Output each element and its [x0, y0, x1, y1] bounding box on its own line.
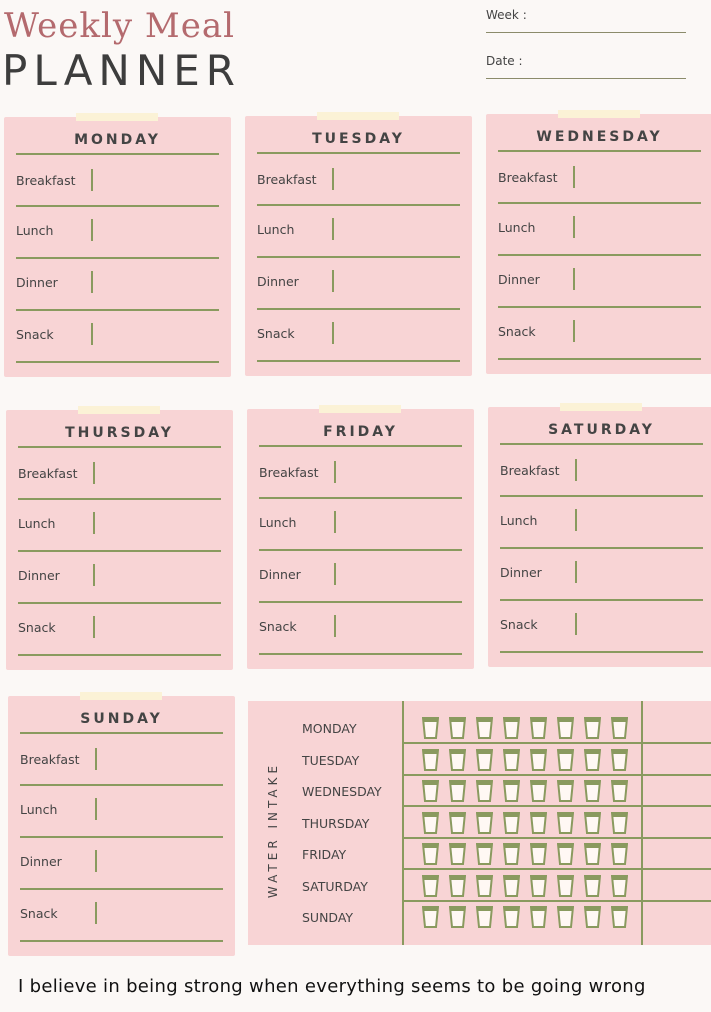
rule-line — [259, 445, 462, 447]
water-glass-icon[interactable] — [476, 717, 493, 739]
meal-entry-lunch[interactable] — [575, 509, 577, 531]
water-row — [286, 713, 711, 744]
meal-label-dinner: Dinner — [259, 567, 301, 582]
meal-label-snack: Snack — [498, 324, 536, 339]
day-card-tuesday — [245, 116, 472, 376]
water-cups — [422, 749, 628, 771]
water-glass-icon[interactable] — [584, 812, 601, 834]
water-glass-icon[interactable] — [584, 843, 601, 865]
rule-line — [498, 150, 701, 152]
rule-line — [257, 152, 460, 154]
meal-entry-dinner[interactable] — [93, 564, 95, 586]
water-glass-icon[interactable] — [503, 780, 520, 802]
meal-label-lunch: Lunch — [259, 515, 297, 530]
water-glass-icon[interactable] — [476, 749, 493, 771]
meal-label-lunch: Lunch — [498, 220, 536, 235]
water-glass-icon[interactable] — [557, 875, 574, 897]
rule-line — [500, 599, 703, 601]
date-line — [486, 78, 686, 79]
water-row — [286, 871, 711, 902]
meal-entry-snack[interactable] — [93, 616, 95, 638]
water-glass-icon[interactable] — [611, 749, 628, 771]
water-intake-label-wrap — [258, 745, 288, 915]
water-glass-icon[interactable] — [503, 906, 520, 928]
water-glass-icon[interactable] — [476, 843, 493, 865]
meal-entry-dinner[interactable] — [95, 850, 97, 872]
water-glass-icon[interactable] — [449, 843, 466, 865]
water-row — [286, 776, 711, 807]
day-title: THURSDAY — [65, 425, 174, 441]
rule-line — [20, 784, 223, 786]
meal-label-lunch: Lunch — [500, 513, 538, 528]
rule-line — [16, 309, 219, 311]
water-intake-tracker — [248, 701, 711, 945]
rule-line — [500, 547, 703, 549]
meal-entry-lunch[interactable] — [334, 511, 336, 533]
water-glass-icon[interactable] — [557, 717, 574, 739]
meal-entry-breakfast[interactable] — [575, 459, 577, 481]
meal-entry-snack[interactable] — [334, 615, 336, 637]
water-day-label: SATURDAY — [302, 878, 368, 894]
date-label: Date : — [486, 54, 523, 68]
water-glass-icon[interactable] — [530, 812, 547, 834]
water-glass-icon[interactable] — [422, 906, 439, 928]
water-glass-icon[interactable] — [476, 906, 493, 928]
water-row — [286, 745, 711, 776]
water-glass-icon[interactable] — [557, 812, 574, 834]
water-glass-icon[interactable] — [449, 812, 466, 834]
meal-label-dinner: Dinner — [20, 854, 62, 869]
meal-entry-dinner[interactable] — [334, 563, 336, 585]
meal-label-dinner: Dinner — [500, 565, 542, 580]
water-glass-icon[interactable] — [611, 812, 628, 834]
water-day-label: MONDAY — [302, 721, 357, 736]
meal-label-snack: Snack — [20, 906, 58, 921]
water-glass-icon[interactable] — [422, 843, 439, 865]
water-row — [286, 902, 711, 933]
meal-label-breakfast: Breakfast — [16, 173, 76, 188]
title-script: Weekly Meal — [4, 6, 235, 46]
meal-label-dinner: Dinner — [257, 274, 299, 289]
tape-strip — [78, 406, 160, 414]
day-title: WEDNESDAY — [536, 129, 663, 145]
water-glass-icon[interactable] — [611, 717, 628, 739]
water-row — [286, 839, 711, 870]
water-glass-icon[interactable] — [449, 906, 466, 928]
water-glass-icon[interactable] — [449, 780, 466, 802]
rule-line — [20, 888, 223, 890]
water-cups — [422, 812, 628, 834]
water-cups — [422, 717, 628, 739]
meal-label-lunch: Lunch — [20, 802, 58, 817]
rule-line — [500, 443, 703, 445]
rule-line — [498, 358, 701, 360]
meal-entry-lunch[interactable] — [573, 216, 575, 238]
meal-entry-snack[interactable] — [575, 613, 577, 635]
water-glass-icon[interactable] — [557, 780, 574, 802]
meal-entry-breakfast[interactable] — [573, 166, 575, 188]
water-glass-icon[interactable] — [557, 906, 574, 928]
water-row — [286, 808, 711, 839]
water-glass-icon[interactable] — [530, 875, 547, 897]
week-label: Week : — [486, 8, 527, 22]
week-line — [486, 32, 686, 33]
water-glass-icon[interactable] — [476, 780, 493, 802]
meal-entry-dinner[interactable] — [91, 271, 93, 293]
water-glass-icon[interactable] — [503, 749, 520, 771]
meal-label-lunch: Lunch — [16, 223, 54, 238]
tape-strip — [80, 692, 162, 700]
water-glass-icon[interactable] — [422, 749, 439, 771]
rule-line — [20, 836, 223, 838]
meal-entry-snack[interactable] — [573, 320, 575, 342]
water-glass-icon[interactable] — [449, 717, 466, 739]
meal-label-snack: Snack — [259, 619, 297, 634]
water-glass-icon[interactable] — [422, 717, 439, 739]
water-glass-icon[interactable] — [557, 749, 574, 771]
tape-strip — [317, 112, 399, 120]
rule-line — [16, 257, 219, 259]
meal-label-breakfast: Breakfast — [257, 172, 317, 187]
water-glass-icon[interactable] — [530, 843, 547, 865]
meal-entry-lunch[interactable] — [95, 798, 97, 820]
rule-line — [259, 601, 462, 603]
rule-line — [257, 308, 460, 310]
water-cups — [422, 843, 628, 865]
water-glass-icon[interactable] — [530, 717, 547, 739]
rule-line — [16, 361, 219, 363]
day-title: SUNDAY — [80, 711, 163, 727]
meal-label-lunch: Lunch — [257, 222, 295, 237]
meal-entry-snack[interactable] — [91, 323, 93, 345]
water-glass-icon[interactable] — [422, 875, 439, 897]
water-day-label: THURSDAY — [302, 815, 370, 831]
rule-line — [498, 254, 701, 256]
rule-line — [257, 204, 460, 206]
meal-label-breakfast: Breakfast — [500, 463, 560, 478]
meal-entry-breakfast[interactable] — [93, 462, 95, 484]
water-glass-icon[interactable] — [530, 780, 547, 802]
water-glass-icon[interactable] — [503, 843, 520, 865]
meal-entry-breakfast[interactable] — [334, 461, 336, 483]
water-glass-icon[interactable] — [611, 780, 628, 802]
rule-line — [257, 256, 460, 258]
meal-label-breakfast: Breakfast — [259, 465, 319, 480]
day-card-sunday — [8, 696, 235, 956]
rule-line — [16, 153, 219, 155]
rule-line — [18, 446, 221, 448]
rule-line — [18, 550, 221, 552]
meal-label-lunch: Lunch — [18, 516, 56, 531]
rule-line — [259, 549, 462, 551]
water-glass-icon[interactable] — [611, 843, 628, 865]
meal-label-snack: Snack — [500, 617, 538, 632]
meal-entry-lunch[interactable] — [91, 219, 93, 241]
water-glass-icon[interactable] — [422, 780, 439, 802]
rule-line — [18, 498, 221, 500]
water-cups — [422, 906, 628, 928]
tape-strip — [76, 113, 158, 121]
rule-line — [498, 306, 701, 308]
water-glass-icon[interactable] — [530, 749, 547, 771]
water-glass-icon[interactable] — [476, 875, 493, 897]
water-day-label: WEDNESDAY — [302, 784, 382, 799]
meal-entry-dinner[interactable] — [573, 268, 575, 290]
water-glass-icon[interactable] — [503, 875, 520, 897]
water-day-label: FRIDAY — [302, 847, 347, 862]
day-card-wednesday — [486, 114, 711, 374]
day-card-saturday — [488, 407, 711, 667]
quote-text: I believe in being strong when everything seems to be going wrong — [18, 976, 646, 997]
water-glass-icon[interactable] — [557, 843, 574, 865]
meal-entry-dinner[interactable] — [575, 561, 577, 583]
page-title: PLANNER — [2, 46, 241, 95]
rule-line — [20, 940, 223, 942]
water-day-label: SUNDAY — [302, 910, 354, 925]
meal-entry-snack[interactable] — [95, 902, 97, 924]
day-title: FRIDAY — [323, 424, 398, 440]
day-title: MONDAY — [74, 132, 161, 148]
meal-label-dinner: Dinner — [498, 272, 540, 287]
water-glass-icon[interactable] — [449, 749, 466, 771]
day-card-friday — [247, 409, 474, 669]
date-field[interactable] — [486, 54, 686, 79]
water-glass-icon[interactable] — [584, 875, 601, 897]
meal-label-breakfast: Breakfast — [498, 170, 558, 185]
meal-label-snack: Snack — [257, 326, 295, 341]
rule-line — [20, 732, 223, 734]
week-field[interactable] — [486, 8, 686, 33]
rule-line — [18, 654, 221, 656]
water-glass-icon[interactable] — [584, 906, 601, 928]
rule-line — [498, 202, 701, 204]
rule-line — [500, 651, 703, 653]
water-glass-icon[interactable] — [611, 906, 628, 928]
water-glass-icon[interactable] — [611, 875, 628, 897]
rule-line — [257, 360, 460, 362]
water-glass-icon[interactable] — [422, 812, 439, 834]
meal-label-snack: Snack — [16, 327, 54, 342]
tape-strip — [560, 403, 642, 411]
water-cups — [422, 875, 628, 897]
meal-label-dinner: Dinner — [18, 568, 60, 583]
meal-entry-breakfast[interactable] — [95, 748, 97, 770]
tape-strip — [558, 110, 640, 118]
water-glass-icon[interactable] — [584, 717, 601, 739]
meal-entry-snack[interactable] — [332, 322, 334, 344]
day-card-monday — [4, 117, 231, 377]
meal-label-dinner: Dinner — [16, 275, 58, 290]
meal-entry-breakfast[interactable] — [332, 168, 334, 190]
water-day-label: TUESDAY — [302, 752, 360, 768]
meal-label-breakfast: Breakfast — [18, 466, 78, 481]
water-cups — [422, 780, 628, 802]
rule-line — [259, 497, 462, 499]
meal-entry-lunch[interactable] — [332, 218, 334, 240]
rule-line — [18, 602, 221, 604]
meal-entry-dinner[interactable] — [332, 270, 334, 292]
water-glass-icon[interactable] — [584, 780, 601, 802]
water-glass-icon[interactable] — [449, 875, 466, 897]
meal-label-snack: Snack — [18, 620, 56, 635]
meal-label-breakfast: Breakfast — [20, 752, 80, 767]
meal-entry-breakfast[interactable] — [91, 169, 93, 191]
day-card-thursday — [6, 410, 233, 670]
rule-line — [259, 653, 462, 655]
day-title: TUESDAY — [312, 131, 405, 147]
rule-line — [16, 205, 219, 207]
water-glass-icon[interactable] — [584, 749, 601, 771]
water-glass-icon[interactable] — [530, 906, 547, 928]
water-glass-icon[interactable] — [476, 812, 493, 834]
meal-entry-lunch[interactable] — [93, 512, 95, 534]
water-glass-icon[interactable] — [503, 717, 520, 739]
tape-strip — [319, 405, 401, 413]
water-glass-icon[interactable] — [503, 812, 520, 834]
rule-line — [500, 495, 703, 497]
water-intake-label: WATER INTAKE — [266, 761, 280, 899]
day-title: SATURDAY — [548, 422, 655, 438]
